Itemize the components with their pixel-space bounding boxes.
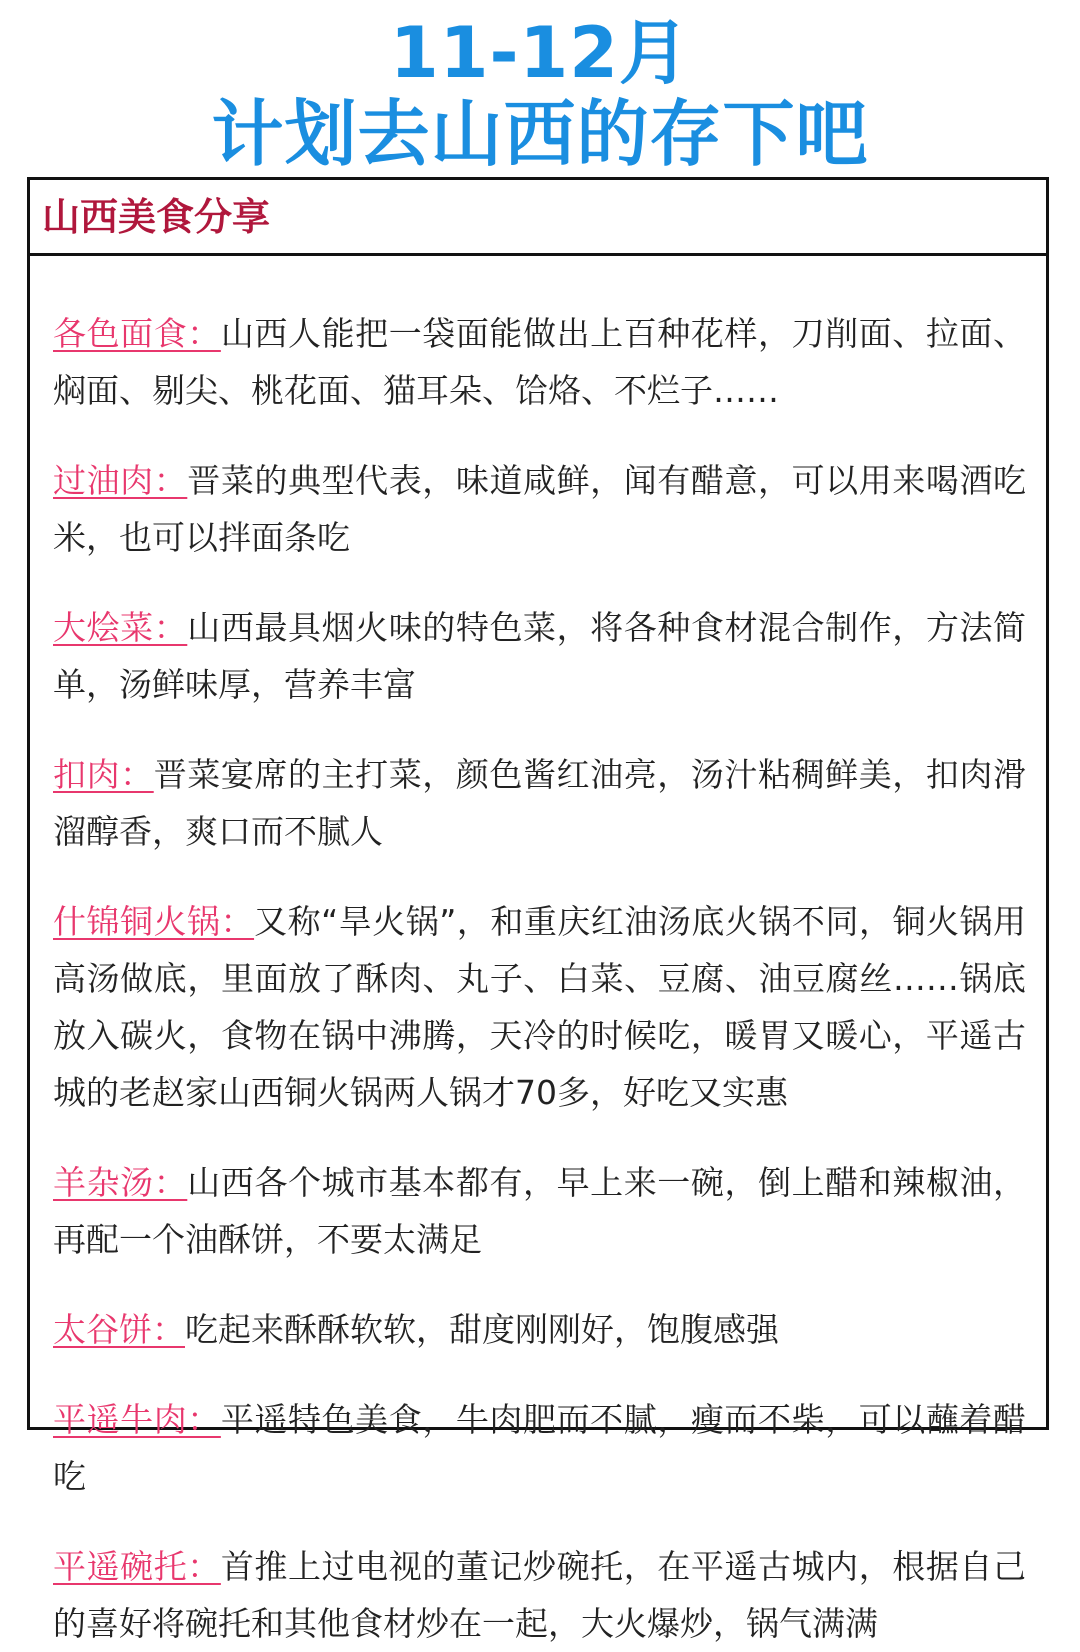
food-entry-yangzatang <box>53 1154 1026 1268</box>
food-entry-label: 平遥碗托： <box>53 1547 221 1586</box>
food-list-card <box>27 177 1049 1643</box>
food-entry-mianshi <box>53 305 1026 419</box>
food-entry-text: 山西人能把一袋面能做出上百种花样，刀削面、拉面、焖面、剔尖、桃花面、猫耳朵、饸烙、不烂子…… <box>53 314 1027 410</box>
food-entry-label: 羊杂汤： <box>53 1163 188 1202</box>
food-entries <box>30 256 1046 1652</box>
food-entry-tonghuoguo <box>53 893 1026 1121</box>
food-entry-text: 首推上过电视的董记炒碗托，在平遥古城内，根据自己的喜好将碗托和其他食材炒在一起，大火爆炒，锅气满满 <box>53 1547 1027 1643</box>
page-title-line-1: 11-12月 <box>390 12 690 94</box>
food-entry-label: 过油肉： <box>53 461 188 500</box>
food-entry-text: 平遥特色美食，牛肉肥而不腻，瘦而不柴，可以蘸着醋吃 <box>53 1400 1027 1496</box>
food-entry-label: 什锦铜火锅： <box>53 902 255 941</box>
food-entry-text: 山西各个城市基本都有，早上来一碗，倒上醋和辣椒油，再配一个油酥饼，不要太满足 <box>53 1163 1027 1259</box>
food-entry-guoyourou <box>53 452 1026 566</box>
food-entry-label: 扣肉： <box>53 755 154 794</box>
food-entry-label: 各色面食： <box>53 314 221 353</box>
food-entry-text: 晋菜宴席的主打菜，颜色酱红油亮，汤汁粘稠鲜美，扣肉滑溜醇香，爽口而不腻人 <box>53 755 1027 851</box>
food-entry-text: 山西最具烟火味的特色菜，将各种食材混合制作，方法简单，汤鲜味厚，营养丰富 <box>53 608 1027 704</box>
section-heading: 山西美食分享 <box>42 194 271 239</box>
food-entry-text: 吃起来酥酥软软，甜度刚刚好，饱腹感强 <box>185 1310 779 1349</box>
food-entry-taigubing <box>53 1301 1026 1358</box>
food-entry-text: 晋菜的典型代表，味道咸鲜，闻有醋意，可以用来喝酒吃米，也可以拌面条吃 <box>53 461 1027 557</box>
section-header <box>30 180 1046 256</box>
food-entry-text: 又称“旱火锅”，和重庆红油汤底火锅不同，铜火锅用高汤做底，里面放了酥肉、丸子、白菜、豆腐、油豆腐丝……锅底放入碳火，食物在锅中沸腾，天冷的时候吃，暖胃又暖心，平遥古城的老赵家山西铜火锅两人锅才70多，好吃又实惠 <box>53 902 1026 1112</box>
food-entry-label: 大烩菜： <box>53 608 188 647</box>
food-entry-dahuicai <box>53 599 1026 713</box>
food-entry-pingyao-niurou <box>53 1391 1026 1505</box>
food-entry-label: 太谷饼： <box>53 1310 185 1349</box>
food-entry-label: 平遥牛肉： <box>53 1400 221 1439</box>
page-title-line-2: 计划去山西的存下吧 <box>211 92 869 176</box>
food-entry-pingyao-wantuo <box>53 1538 1026 1652</box>
food-entry-kourou <box>53 746 1026 860</box>
